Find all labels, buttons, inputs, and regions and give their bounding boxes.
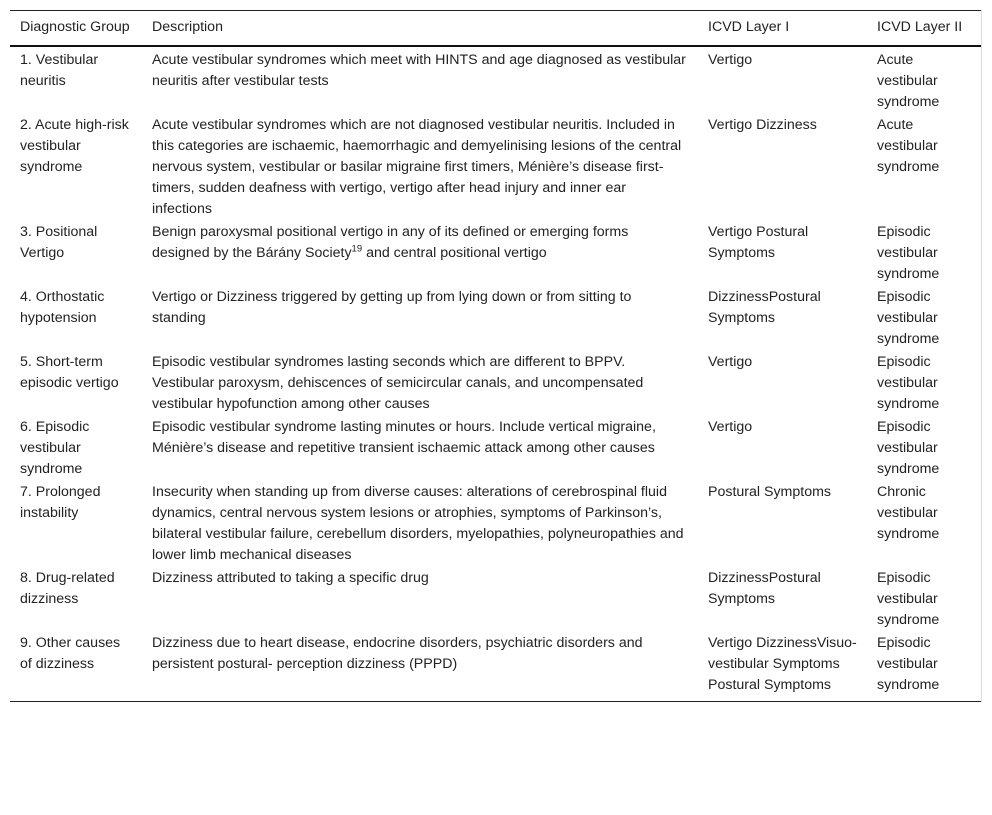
diagnostic-groups-table [10,10,981,702]
cell-diagnostic-group: 6. Episodic vestibular syndrome [20,419,90,477]
cell-icvd-layer-1: Postural Symptoms [708,484,831,500]
cell-icvd-layer-1: Vertigo Dizziness [708,117,817,133]
description-text: Acute vestibular syndromes which are not diagnosed vestibular neuritis. Included in this categories are ischaemic, haemorrhagic and demyelinising lesions of the central nervous system, vestibular or basilar migraine first timers, Ménière’s disease first-timers, sudden deafness with vertigo, vertigo after head injury and inner ear infections [152,117,682,217]
citation-reference: 19 [351,243,363,255]
cell-diagnostic-group: 8. Drug-related dizziness [20,570,115,607]
description-text: Insecurity when standing up from diverse causes: alterations of cerebrospinal fluid dynamics, central nervous system lesions or atrophies, symptoms of Parkinson’s, bilateral vestibular failure, cerebellum disorders, myelopathies, polyneuropathies and lower limb mechanical diseases [152,484,684,563]
header-diagnostic-group: Diagnostic Group [20,19,130,35]
cell-icvd-layer-2: Episodic vestibular syndrome [877,224,940,282]
cell-diagnostic-group: 1. Vestibular neuritis [20,52,99,89]
cell-icvd-layer-1: Vertigo [708,52,753,68]
table-row [10,114,981,221]
cell-diagnostic-group: 4. Orthostatic hypotension [20,289,105,326]
header-description: Description [152,19,223,35]
cell-diagnostic-group: 9. Other causes of dizziness [20,635,121,672]
cell-diagnostic-group: 2. Acute high-risk vestibular syndrome [20,117,129,175]
table-row [10,632,981,702]
description-text: Dizziness attributed to taking a specific drug [152,570,429,586]
cell-icvd-layer-2: Acute vestibular syndrome [877,117,940,175]
description-text: Episodic vestibular syndromes lasting seconds which are different to BPPV. Vestibular paroxysm, dehiscences of semicircular canals, and uncompensated vestibular hypofunction among other causes [152,354,644,412]
header-icvd-layer-1: ICVD Layer I [708,19,790,35]
cell-icvd-layer-2: Episodic vestibular syndrome [877,289,940,347]
cell-description [142,286,698,351]
cell-icvd-layer-2: Chronic vestibular syndrome [877,484,940,542]
cell-description [142,46,698,114]
cell-icvd-layer-1: Vertigo DizzinessVisuo-vestibular Symptoms Postural Symptoms [708,635,857,693]
header-icvd-layer-2: ICVD Layer II [877,19,963,35]
diagnostic-table-container [10,10,982,702]
cell-icvd-layer-1: DizzinessPostural Symptoms [708,289,821,326]
table-row [10,416,981,481]
cell-description [142,416,698,481]
cell-icvd-layer-2: Episodic vestibular syndrome [877,635,940,693]
cell-description [142,221,698,286]
cell-icvd-layer-2: Episodic vestibular syndrome [877,570,940,628]
table-row [10,351,981,416]
cell-icvd-layer-2: Episodic vestibular syndrome [877,419,940,477]
table-header-row [10,11,981,47]
cell-diagnostic-group: 3. Positional Vertigo [20,224,98,261]
cell-icvd-layer-1: Vertigo [708,354,753,370]
description-text: Vertigo or Dizziness triggered by getting up from lying down or from sitting to standing [152,289,632,326]
table-row [10,567,981,632]
description-text-continued: and central positional vertigo [362,245,547,261]
cell-icvd-layer-1: Vertigo Postural Symptoms [708,224,809,261]
cell-icvd-layer-1: DizzinessPostural Symptoms [708,570,821,607]
table-row [10,221,981,286]
cell-description [142,481,698,567]
description-text: Acute vestibular syndromes which meet with HINTS and age diagnosed as vestibular neuritis after vestibular tests [152,52,686,89]
cell-description [142,632,698,702]
table-row [10,286,981,351]
description-text: Benign paroxysmal positional vertigo in any of its defined or emerging forms designed by the Bárány Society [152,224,629,261]
cell-icvd-layer-2: Acute vestibular syndrome [877,52,940,110]
cell-description [142,114,698,221]
cell-icvd-layer-2: Episodic vestibular syndrome [877,354,940,412]
cell-diagnostic-group: 5. Short-term episodic vertigo [20,354,119,391]
cell-diagnostic-group: 7. Prolonged instability [20,484,101,521]
cell-description [142,351,698,416]
cell-description [142,567,698,632]
description-text: Episodic vestibular syndrome lasting minutes or hours. Include vertical migraine, Ménière’s disease and repetitive transient ischaemic attack among other causes [152,419,656,456]
cell-icvd-layer-1: Vertigo [708,419,753,435]
description-text: Dizziness due to heart disease, endocrine disorders, psychiatric disorders and persistent postural- perception dizziness (PPPD) [152,635,643,672]
table-row [10,481,981,567]
table-row [10,46,981,114]
